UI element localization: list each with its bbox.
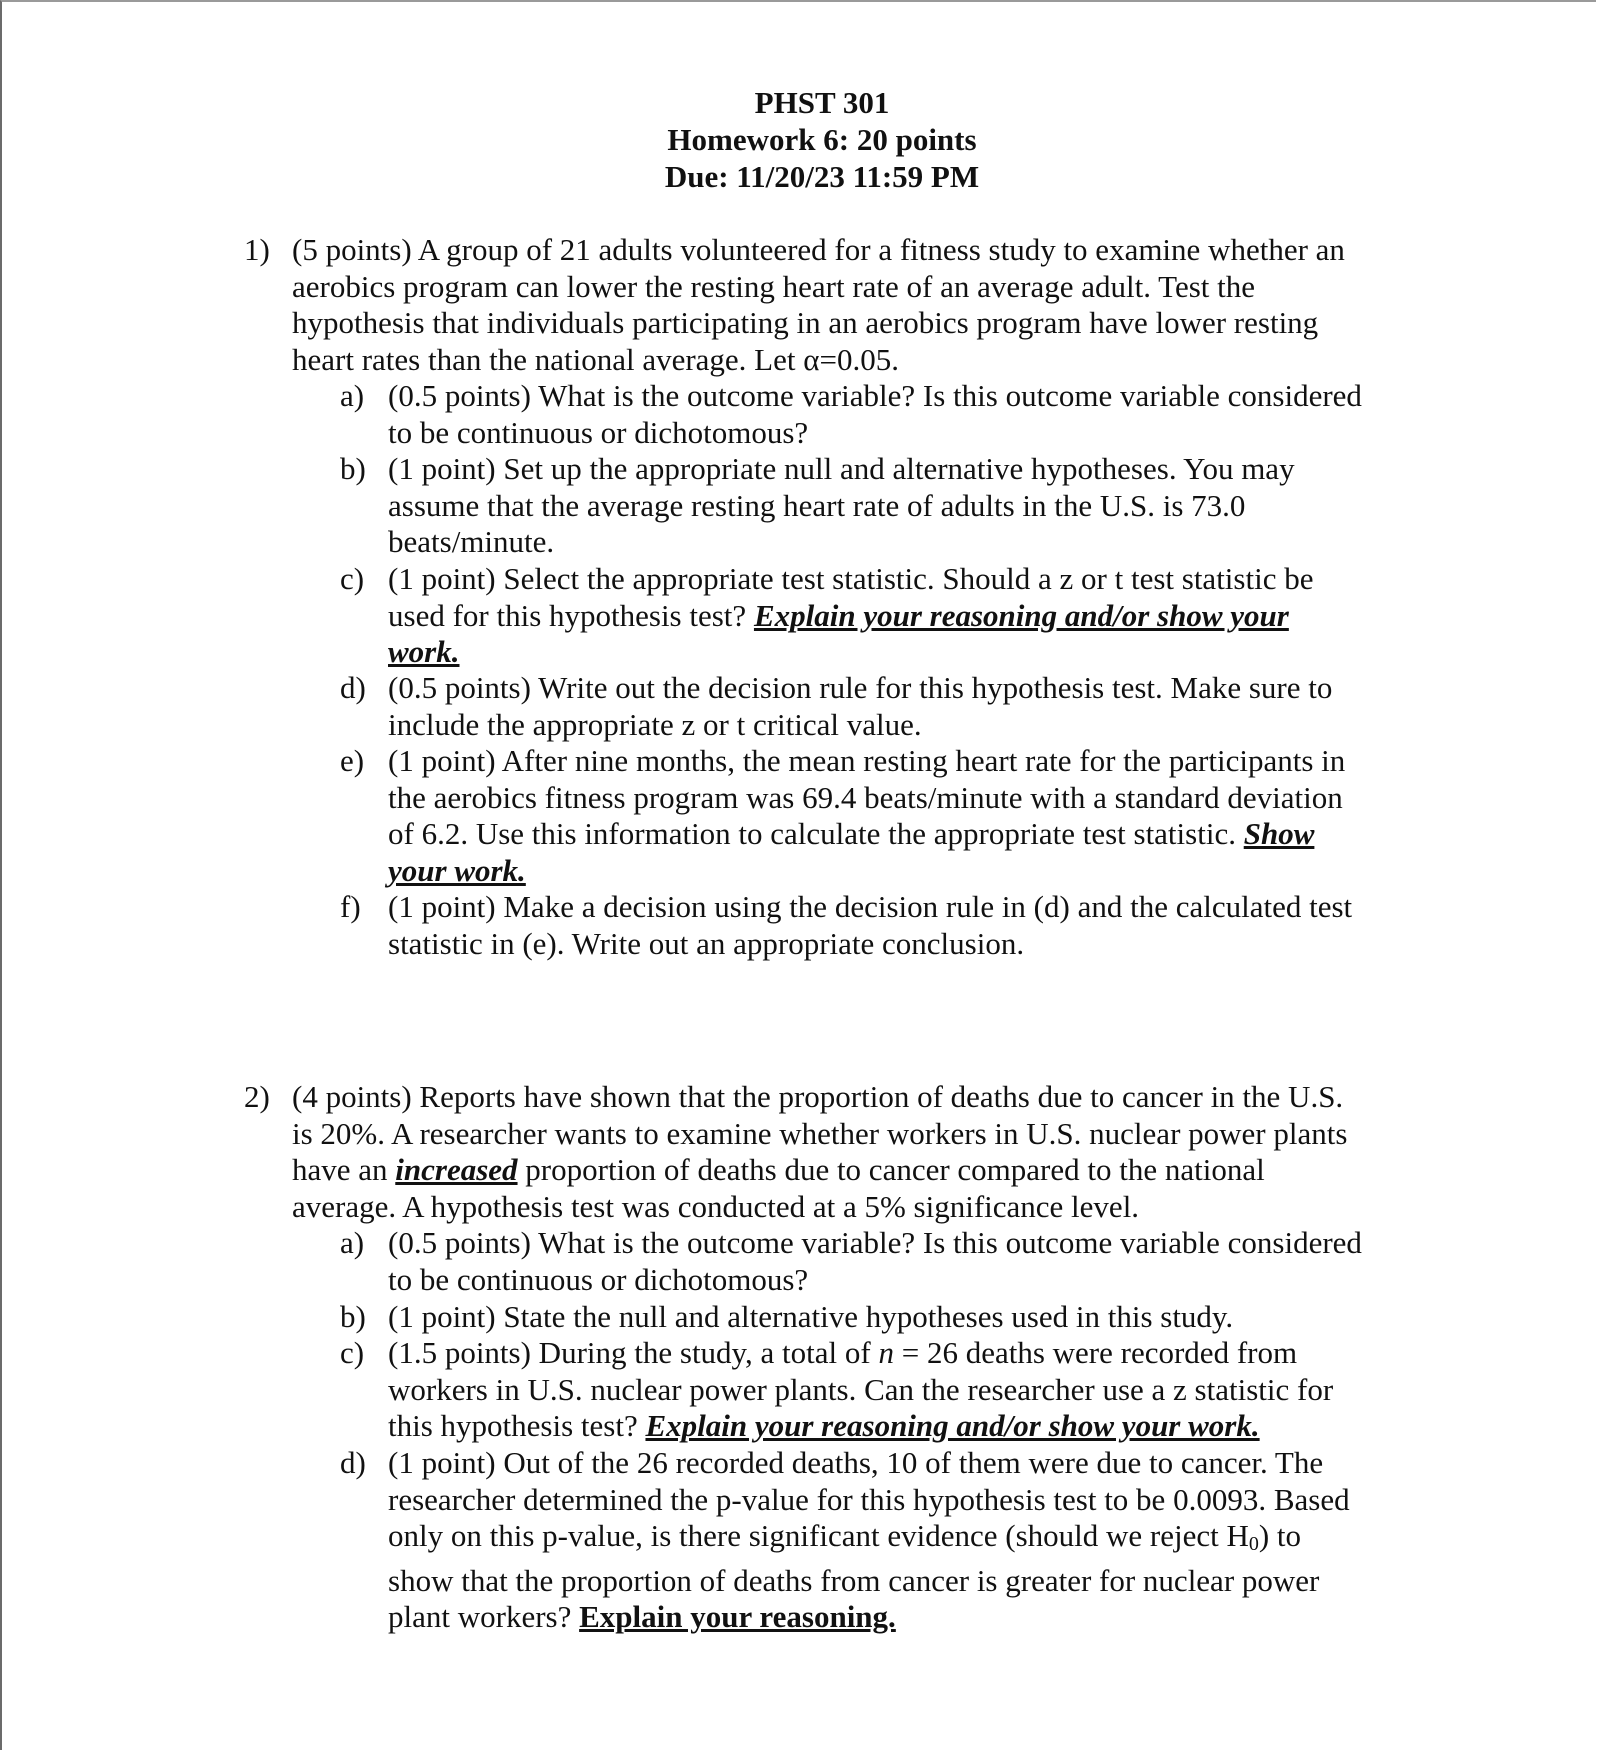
part-line-text: only on this p-value, is there significant evidence (should we reject H bbox=[388, 1518, 1249, 1554]
part-text bbox=[388, 451, 1428, 561]
part-line bbox=[388, 853, 1428, 890]
part-text bbox=[388, 561, 1428, 671]
part-line bbox=[388, 1335, 1428, 1372]
part-line: researcher determined the p-value for this hypothesis test to be 0.0093. Based bbox=[388, 1481, 1350, 1517]
stem-line: average. A hypothesis test was conducted at a 5% significance level. bbox=[292, 1188, 1140, 1224]
emphasis-text: your work. bbox=[388, 852, 526, 888]
part-letter: c) bbox=[340, 561, 365, 596]
part-line-text: (1.5 points) During the study, a total of bbox=[388, 1335, 879, 1370]
part-text bbox=[388, 1225, 1428, 1298]
part-line: to be continuous or dichotomous? bbox=[388, 414, 809, 450]
part-line: beats/minute. bbox=[388, 524, 555, 560]
emphasis-text: work. bbox=[388, 634, 460, 670]
stem-line: hypothesis that individuals participating in an aerobics program have lower resting bbox=[292, 305, 1319, 341]
part-line: (1 point) Out of the 26 recorded deaths, 10 of them were due to cancer. The bbox=[388, 1445, 1324, 1480]
question-number: 2) bbox=[244, 1079, 270, 1114]
part-line: include the appropriate z or t critical value. bbox=[388, 706, 922, 742]
part-letter: c) bbox=[340, 1335, 365, 1370]
part-line bbox=[388, 816, 1428, 853]
part-line: (0.5 points) What is the outcome variable? Is this outcome variable considered bbox=[388, 1225, 1362, 1260]
stem-line: (5 points) A group of 21 adults volunteered for a fitness study to examine whether an bbox=[292, 232, 1345, 267]
stem-line-text: have an bbox=[292, 1152, 396, 1188]
emphasis-text: Explain your reasoning and/or show your bbox=[753, 597, 1289, 633]
part-line: the aerobics fitness program was 69.4 beats/minute with a standard deviation bbox=[388, 779, 1343, 815]
part-line: (1 point) Make a decision using the decision rule in (d) and the calculated test bbox=[388, 889, 1353, 924]
part-letter: e) bbox=[340, 743, 365, 778]
stem-line: is 20%. A researcher wants to examine whether workers in U.S. nuclear power plants bbox=[292, 1115, 1348, 1151]
question-stem bbox=[292, 232, 1412, 378]
part-line-text: ) to bbox=[1258, 1518, 1302, 1554]
part-line bbox=[388, 634, 1428, 671]
part-text bbox=[388, 889, 1428, 962]
part-line: (1 point) Select the appropriate test statistic. Should a z or t test statistic be bbox=[388, 561, 1314, 596]
part-line bbox=[388, 1518, 1428, 1563]
emphasis-text: Show bbox=[1243, 816, 1315, 852]
part-line-text: plant workers? bbox=[388, 1599, 580, 1635]
part-letter: a) bbox=[340, 1225, 365, 1260]
stem-line bbox=[292, 1152, 1412, 1189]
emphasis-text: Explain your reasoning and/or show your work. bbox=[645, 1408, 1260, 1444]
part-line: statistic in (e). Write out an appropriate conclusion. bbox=[388, 925, 1025, 961]
part-letter: f) bbox=[340, 889, 361, 924]
part-line bbox=[388, 1599, 1428, 1636]
part-line: workers in U.S. nuclear power plants. Can the researcher use a z statistic for bbox=[388, 1371, 1334, 1407]
part-text bbox=[388, 378, 1428, 451]
part-text bbox=[388, 1335, 1428, 1445]
part-text bbox=[388, 1299, 1428, 1336]
document-header bbox=[2, 84, 1598, 195]
part-line: to be continuous or dichotomous? bbox=[388, 1261, 809, 1297]
part-line: (0.5 points) What is the outcome variable? Is this outcome variable considered bbox=[388, 378, 1362, 413]
emphasis-text: increased bbox=[395, 1152, 518, 1188]
course-title: PHST 301 bbox=[754, 85, 890, 120]
part-letter: a) bbox=[340, 378, 365, 413]
stem-line: (4 points) Reports have shown that the proportion of deaths due to cancer in the U.S. bbox=[292, 1079, 1344, 1114]
assignment-title: Homework 6: 20 points bbox=[667, 122, 977, 157]
part-line-text: this hypothesis test? bbox=[388, 1408, 646, 1444]
part-text bbox=[388, 1445, 1428, 1636]
part-line-text: of 6.2. Use this information to calculate the appropriate test statistic. bbox=[388, 816, 1244, 852]
part-line: (1 point) After nine months, the mean resting heart rate for the participants in bbox=[388, 743, 1346, 778]
part-line bbox=[388, 598, 1428, 635]
part-letter: b) bbox=[340, 1299, 366, 1334]
stem-line: aerobics program can lower the resting heart rate of an average adult. Test the bbox=[292, 268, 1255, 304]
variable-n: n bbox=[878, 1335, 894, 1370]
part-line-text: = 26 deaths were recorded from bbox=[893, 1335, 1298, 1370]
part-line: show that the proportion of deaths from cancer is greater for nuclear power bbox=[388, 1562, 1320, 1598]
part-line: (1 point) Set up the appropriate null and alternative hypotheses. You may bbox=[388, 451, 1295, 486]
due-date: Due: 11/20/23 11:59 PM bbox=[664, 159, 980, 194]
part-line: assume that the average resting heart rate of adults in the U.S. is 73.0 bbox=[388, 487, 1246, 523]
part-line: (1 point) State the null and alternative hypotheses used in this study. bbox=[388, 1299, 1234, 1334]
part-text bbox=[388, 670, 1428, 743]
emphasis-text: Explain your reasoning. bbox=[579, 1599, 896, 1635]
question-stem bbox=[292, 1079, 1412, 1225]
part-letter: d) bbox=[340, 670, 366, 705]
part-line bbox=[388, 1408, 1428, 1445]
part-line: (0.5 points) Write out the decision rule for this hypothesis test. Make sure to bbox=[388, 670, 1333, 705]
question-number: 1) bbox=[244, 232, 270, 267]
part-text bbox=[388, 743, 1428, 889]
subscript-zero: 0 bbox=[1248, 1533, 1259, 1556]
stem-line-text: proportion of deaths due to cancer compared to the national bbox=[517, 1152, 1265, 1188]
part-letter: b) bbox=[340, 451, 366, 486]
part-line-text: used for this hypothesis test? bbox=[388, 597, 754, 633]
stem-line: heart rates than the national average. Let α=0.05. bbox=[292, 341, 899, 377]
part-letter: d) bbox=[340, 1445, 366, 1480]
